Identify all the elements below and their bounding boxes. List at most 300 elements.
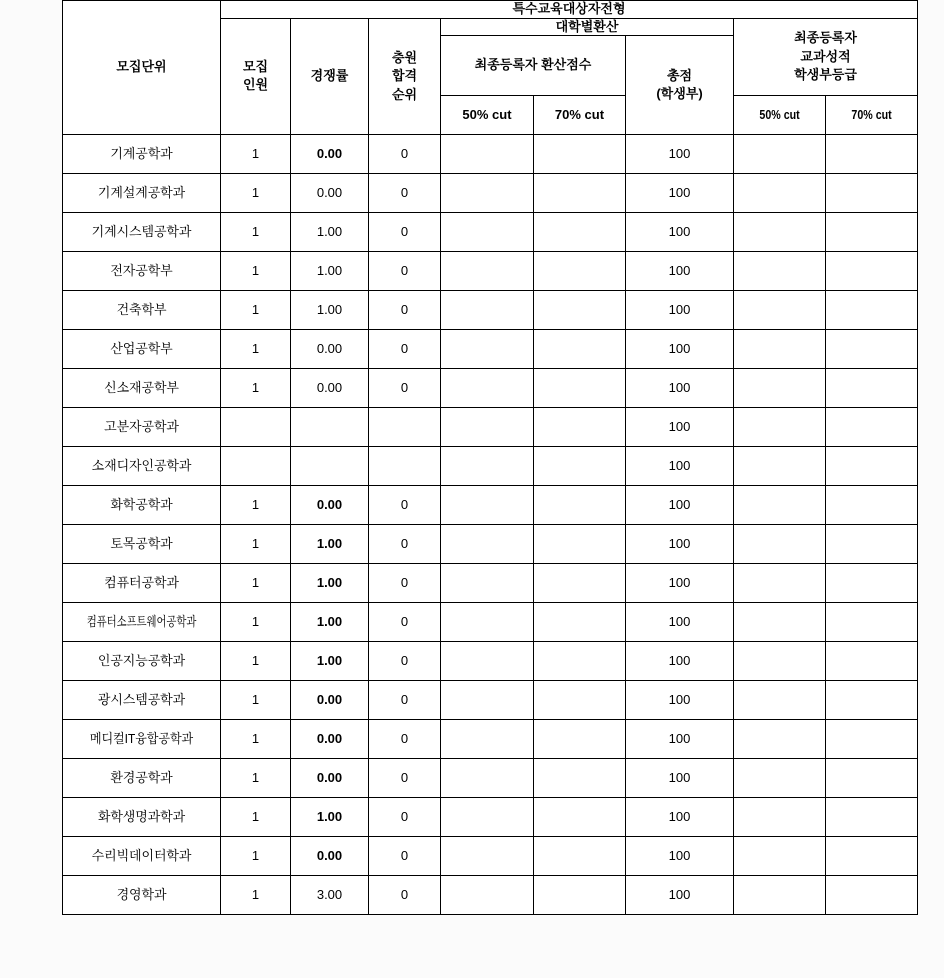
competition-ratio-value: 0.00	[316, 379, 343, 395]
total-score-value: 100	[668, 301, 691, 317]
quota-value: 1	[251, 652, 260, 668]
cell-quota	[221, 135, 291, 174]
cell-total-score	[626, 486, 734, 525]
header-label-grade-cut50: 50% cut	[759, 106, 800, 122]
cell-conversion-cut70	[534, 642, 626, 681]
cell-total-score	[626, 252, 734, 291]
cell-department	[63, 135, 221, 174]
quota-value: 1	[251, 730, 260, 746]
competition-ratio-value: 1.00	[316, 613, 343, 629]
table-row	[63, 564, 918, 603]
cell-competition-ratio	[291, 447, 369, 486]
cell-grade-cut50	[734, 759, 826, 798]
cell-quota	[221, 408, 291, 447]
header-label-waitlist-line2: 합격	[391, 68, 418, 84]
cell-conversion-cut50	[441, 720, 534, 759]
header-label-competition: 경쟁률	[310, 68, 349, 84]
cell-conversion-cut70	[534, 798, 626, 837]
header-cell-competition	[291, 18, 369, 135]
cell-conversion-cut50	[441, 447, 534, 486]
cell-quota	[221, 447, 291, 486]
cell-waitlist-rank	[369, 564, 441, 603]
waitlist-rank-value: 0	[400, 652, 409, 668]
cell-quota	[221, 642, 291, 681]
quota-value: 1	[251, 379, 260, 395]
header-row-title	[63, 1, 918, 19]
quota-value: 1	[251, 496, 260, 512]
cell-grade-cut70	[826, 174, 918, 213]
header-cell-final-registrant-score	[441, 36, 626, 96]
cell-quota	[221, 291, 291, 330]
cell-conversion-cut70	[534, 720, 626, 759]
cell-competition-ratio	[291, 642, 369, 681]
quota-value: 1	[251, 145, 260, 161]
cell-waitlist-rank	[369, 681, 441, 720]
header-cell-final-registrant-grade	[734, 18, 918, 96]
table-row	[63, 135, 918, 174]
cell-grade-cut70	[826, 135, 918, 174]
cell-quota	[221, 876, 291, 915]
cell-waitlist-rank	[369, 642, 441, 681]
table-row	[63, 759, 918, 798]
cell-grade-cut50	[734, 447, 826, 486]
quota-value: 1	[251, 262, 260, 278]
cell-department	[63, 759, 221, 798]
header-label-grade-line2: 교과성적	[800, 48, 851, 64]
cell-grade-cut50	[734, 213, 826, 252]
competition-ratio-value: 0.00	[316, 769, 343, 785]
cell-conversion-cut50	[441, 681, 534, 720]
header-label-grade-line3: 학생부등급	[794, 67, 857, 83]
cell-grade-cut50	[734, 525, 826, 564]
cell-competition-ratio	[291, 837, 369, 876]
competition-ratio-value: 0.00	[316, 145, 343, 161]
total-score-value: 100	[668, 379, 691, 395]
cell-grade-cut50	[734, 876, 826, 915]
cell-conversion-cut50	[441, 759, 534, 798]
header-cell-unit	[63, 1, 221, 135]
waitlist-rank-value: 0	[400, 574, 409, 590]
cell-total-score	[626, 798, 734, 837]
header-label-grade-line1: 최종등록자	[794, 30, 857, 46]
total-score-value: 100	[668, 223, 691, 239]
cell-quota	[221, 720, 291, 759]
competition-ratio-value: 1.00	[316, 262, 343, 278]
cell-competition-ratio	[291, 525, 369, 564]
cell-department	[63, 603, 221, 642]
cell-waitlist-rank	[369, 876, 441, 915]
cell-conversion-cut50	[441, 837, 534, 876]
header-label-total-line1: 총점	[666, 67, 693, 83]
cell-total-score	[626, 603, 734, 642]
department-label: 기계시스템공학과	[91, 223, 192, 239]
cell-quota	[221, 564, 291, 603]
cell-conversion-cut50	[441, 408, 534, 447]
table-row	[63, 525, 918, 564]
cell-grade-cut50	[734, 837, 826, 876]
cell-quota	[221, 525, 291, 564]
department-label: 기계설계공학과	[97, 184, 186, 200]
total-score-value: 100	[668, 262, 691, 278]
cell-competition-ratio	[291, 564, 369, 603]
cell-grade-cut50	[734, 720, 826, 759]
department-label: 전자공학부	[110, 262, 173, 278]
cell-grade-cut50	[734, 174, 826, 213]
cell-competition-ratio	[291, 135, 369, 174]
cell-department	[63, 291, 221, 330]
cell-conversion-cut70	[534, 525, 626, 564]
cell-grade-cut70	[826, 252, 918, 291]
department-label: 토목공학과	[110, 535, 173, 551]
cell-total-score	[626, 135, 734, 174]
quota-value: 1	[251, 613, 260, 629]
waitlist-rank-value: 0	[400, 340, 409, 356]
cell-quota	[221, 759, 291, 798]
cell-total-score	[626, 642, 734, 681]
cell-grade-cut50	[734, 369, 826, 408]
competition-ratio-value: 1.00	[316, 535, 343, 551]
department-label: 메디컬IT융합공학과	[89, 730, 194, 746]
quota-value: 1	[251, 808, 260, 824]
quota-value: 1	[251, 574, 260, 590]
department-label: 환경공학과	[110, 769, 173, 785]
department-label: 컴퓨터공학과	[104, 574, 179, 590]
waitlist-rank-value: 0	[400, 613, 409, 629]
cell-total-score	[626, 720, 734, 759]
quota-value: 1	[251, 223, 260, 239]
cell-conversion-cut70	[534, 330, 626, 369]
header-label-waitlist-line3: 순위	[391, 86, 418, 102]
cell-waitlist-rank	[369, 408, 441, 447]
cell-waitlist-rank	[369, 213, 441, 252]
header-cell-grade-cut50	[734, 96, 826, 135]
department-label: 화학생명과학과	[97, 808, 186, 824]
cell-waitlist-rank	[369, 291, 441, 330]
cell-competition-ratio	[291, 174, 369, 213]
quota-value: 1	[251, 301, 260, 317]
cell-competition-ratio	[291, 681, 369, 720]
table-row	[63, 720, 918, 759]
cell-grade-cut50	[734, 252, 826, 291]
cell-grade-cut70	[826, 603, 918, 642]
cell-conversion-cut50	[441, 603, 534, 642]
cell-competition-ratio	[291, 720, 369, 759]
cell-conversion-cut50	[441, 135, 534, 174]
cell-conversion-cut70	[534, 486, 626, 525]
waitlist-rank-value: 0	[400, 184, 409, 200]
cell-waitlist-rank	[369, 135, 441, 174]
competition-ratio-value: 1.00	[316, 652, 343, 668]
total-score-value: 100	[668, 340, 691, 356]
cell-quota	[221, 174, 291, 213]
department-label: 산업공학부	[110, 340, 173, 356]
table-row	[63, 486, 918, 525]
department-label: 화학공학과	[110, 496, 173, 512]
cell-grade-cut50	[734, 486, 826, 525]
waitlist-rank-value: 0	[400, 808, 409, 824]
total-score-value: 100	[668, 691, 691, 707]
cell-waitlist-rank	[369, 447, 441, 486]
cell-department	[63, 213, 221, 252]
cell-department	[63, 837, 221, 876]
cell-conversion-cut50	[441, 252, 534, 291]
header-label-track: 특수교육대상자전형	[512, 1, 626, 16]
cell-grade-cut50	[734, 642, 826, 681]
cell-total-score	[626, 330, 734, 369]
waitlist-rank-value: 0	[400, 535, 409, 551]
cell-total-score	[626, 291, 734, 330]
waitlist-rank-value: 0	[400, 886, 409, 902]
department-label: 고분자공학과	[104, 418, 179, 434]
cell-total-score	[626, 564, 734, 603]
header-label-waitlist-line1: 충원	[391, 49, 418, 65]
header-label-university-conversion: 대학별환산	[555, 18, 619, 34]
cell-conversion-cut70	[534, 213, 626, 252]
cell-quota	[221, 330, 291, 369]
cell-conversion-cut70	[534, 291, 626, 330]
cell-quota	[221, 213, 291, 252]
cell-waitlist-rank	[369, 798, 441, 837]
quota-value: 1	[251, 184, 260, 200]
header-label-total-line2: (학생부)	[656, 86, 703, 102]
cell-grade-cut70	[826, 798, 918, 837]
department-label: 건축학부	[116, 301, 167, 317]
waitlist-rank-value: 0	[400, 379, 409, 395]
cell-grade-cut70	[826, 525, 918, 564]
cell-competition-ratio	[291, 408, 369, 447]
quota-value: 1	[251, 691, 260, 707]
cell-grade-cut70	[826, 330, 918, 369]
table-row	[63, 447, 918, 486]
cell-waitlist-rank	[369, 174, 441, 213]
cell-competition-ratio	[291, 486, 369, 525]
admissions-results-table	[62, 0, 918, 915]
header-cell-track	[221, 1, 918, 19]
table-row	[63, 642, 918, 681]
cell-competition-ratio	[291, 876, 369, 915]
waitlist-rank-value: 0	[400, 262, 409, 278]
total-score-value: 100	[668, 652, 691, 668]
cell-conversion-cut70	[534, 447, 626, 486]
cell-grade-cut70	[826, 642, 918, 681]
cell-grade-cut50	[734, 603, 826, 642]
total-score-value: 100	[668, 145, 691, 161]
cell-total-score	[626, 837, 734, 876]
cell-conversion-cut50	[441, 291, 534, 330]
table-row	[63, 876, 918, 915]
waitlist-rank-value: 0	[400, 730, 409, 746]
waitlist-rank-value: 0	[400, 847, 409, 863]
cell-department	[63, 720, 221, 759]
total-score-value: 100	[668, 418, 691, 434]
table-row	[63, 213, 918, 252]
cell-grade-cut70	[826, 486, 918, 525]
cell-conversion-cut50	[441, 369, 534, 408]
cell-conversion-cut70	[534, 837, 626, 876]
cell-competition-ratio	[291, 213, 369, 252]
cell-competition-ratio	[291, 330, 369, 369]
total-score-value: 100	[668, 613, 691, 629]
total-score-value: 100	[668, 535, 691, 551]
cell-conversion-cut50	[441, 798, 534, 837]
cell-department	[63, 681, 221, 720]
cell-waitlist-rank	[369, 369, 441, 408]
cell-quota	[221, 681, 291, 720]
cell-conversion-cut70	[534, 369, 626, 408]
waitlist-rank-value: 0	[400, 301, 409, 317]
cell-grade-cut50	[734, 564, 826, 603]
cell-department	[63, 330, 221, 369]
header-label-conversion-cut50: 50% cut	[462, 106, 512, 122]
header-cell-conversion-cut50	[441, 96, 534, 135]
cell-competition-ratio	[291, 798, 369, 837]
cell-grade-cut70	[826, 837, 918, 876]
department-label: 컴퓨터소프트웨어공학과	[86, 613, 197, 629]
department-label: 기계공학과	[110, 145, 173, 161]
total-score-value: 100	[668, 886, 691, 902]
header-label-grade-cut70: 70% cut	[851, 106, 892, 122]
table-row	[63, 252, 918, 291]
department-label: 광시스템공학과	[97, 691, 186, 707]
table-row	[63, 681, 918, 720]
total-score-value: 100	[668, 769, 691, 785]
header-cell-total-score	[626, 36, 734, 135]
cell-department	[63, 525, 221, 564]
cell-quota	[221, 837, 291, 876]
cell-total-score	[626, 759, 734, 798]
table-row	[63, 330, 918, 369]
cell-department	[63, 486, 221, 525]
competition-ratio-value: 0.00	[316, 847, 343, 863]
table-row	[63, 603, 918, 642]
cell-grade-cut70	[826, 759, 918, 798]
waitlist-rank-value: 0	[400, 496, 409, 512]
cell-total-score	[626, 525, 734, 564]
cell-conversion-cut70	[534, 135, 626, 174]
cell-total-score	[626, 876, 734, 915]
cell-conversion-cut50	[441, 174, 534, 213]
cell-competition-ratio	[291, 252, 369, 291]
table-row	[63, 408, 918, 447]
total-score-value: 100	[668, 184, 691, 200]
cell-department	[63, 408, 221, 447]
cell-grade-cut70	[826, 447, 918, 486]
cell-department	[63, 798, 221, 837]
cell-quota	[221, 798, 291, 837]
competition-ratio-value: 1.00	[316, 223, 343, 239]
competition-ratio-value: 1.00	[316, 301, 343, 317]
cell-grade-cut50	[734, 291, 826, 330]
cell-total-score	[626, 447, 734, 486]
cell-department	[63, 564, 221, 603]
header-label-unit: 모집단위	[116, 59, 167, 75]
cell-waitlist-rank	[369, 720, 441, 759]
cell-conversion-cut50	[441, 213, 534, 252]
department-label: 신소재공학부	[104, 379, 179, 395]
table-row	[63, 174, 918, 213]
total-score-value: 100	[668, 457, 691, 473]
competition-ratio-value: 0.00	[316, 340, 343, 356]
cell-grade-cut70	[826, 720, 918, 759]
waitlist-rank-value: 0	[400, 769, 409, 785]
cell-conversion-cut70	[534, 252, 626, 291]
cell-conversion-cut70	[534, 876, 626, 915]
cell-conversion-cut70	[534, 759, 626, 798]
competition-ratio-value: 0.00	[316, 184, 343, 200]
department-label: 수리빅데이터학과	[91, 847, 192, 863]
competition-ratio-value: 0.00	[316, 730, 343, 746]
header-cell-university-conversion	[441, 18, 734, 36]
table-row	[63, 369, 918, 408]
cell-conversion-cut70	[534, 174, 626, 213]
competition-ratio-value: 0.00	[316, 691, 343, 707]
quota-value: 1	[251, 847, 260, 863]
cell-conversion-cut50	[441, 330, 534, 369]
cell-conversion-cut50	[441, 564, 534, 603]
department-label: 경영학과	[116, 886, 167, 902]
department-label: 소재디자인공학과	[91, 457, 192, 473]
cell-competition-ratio	[291, 369, 369, 408]
cell-conversion-cut50	[441, 642, 534, 681]
cell-total-score	[626, 213, 734, 252]
cell-quota	[221, 369, 291, 408]
total-score-value: 100	[668, 730, 691, 746]
total-score-value: 100	[668, 847, 691, 863]
cell-quota	[221, 486, 291, 525]
quota-value: 1	[251, 769, 260, 785]
cell-grade-cut70	[826, 564, 918, 603]
total-score-value: 100	[668, 496, 691, 512]
waitlist-rank-value: 0	[400, 691, 409, 707]
cell-grade-cut50	[734, 330, 826, 369]
cell-grade-cut70	[826, 408, 918, 447]
cell-competition-ratio	[291, 603, 369, 642]
cell-grade-cut50	[734, 135, 826, 174]
cell-department	[63, 174, 221, 213]
cell-department	[63, 252, 221, 291]
quota-value: 1	[251, 886, 260, 902]
competition-ratio-value: 1.00	[316, 808, 343, 824]
cell-competition-ratio	[291, 759, 369, 798]
cell-grade-cut70	[826, 213, 918, 252]
cell-waitlist-rank	[369, 330, 441, 369]
cell-department	[63, 642, 221, 681]
table-row	[63, 291, 918, 330]
cell-conversion-cut70	[534, 408, 626, 447]
cell-waitlist-rank	[369, 486, 441, 525]
competition-ratio-value: 0.00	[316, 496, 343, 512]
quota-value: 1	[251, 340, 260, 356]
total-score-value: 100	[668, 574, 691, 590]
cell-department	[63, 447, 221, 486]
cell-quota	[221, 252, 291, 291]
competition-ratio-value: 3.00	[316, 886, 343, 902]
header-label-quota-line1: 모집	[242, 58, 269, 74]
cell-grade-cut70	[826, 876, 918, 915]
cell-waitlist-rank	[369, 603, 441, 642]
header-cell-waitlist	[369, 18, 441, 135]
waitlist-rank-value: 0	[400, 145, 409, 161]
header-label-conversion-cut70: 70% cut	[554, 106, 605, 122]
cell-waitlist-rank	[369, 837, 441, 876]
cell-grade-cut50	[734, 798, 826, 837]
header-cell-grade-cut70	[826, 96, 918, 135]
waitlist-rank-value: 0	[400, 223, 409, 239]
cell-conversion-cut70	[534, 564, 626, 603]
cell-competition-ratio	[291, 291, 369, 330]
department-label: 인공지능공학과	[97, 652, 186, 668]
cell-department	[63, 876, 221, 915]
